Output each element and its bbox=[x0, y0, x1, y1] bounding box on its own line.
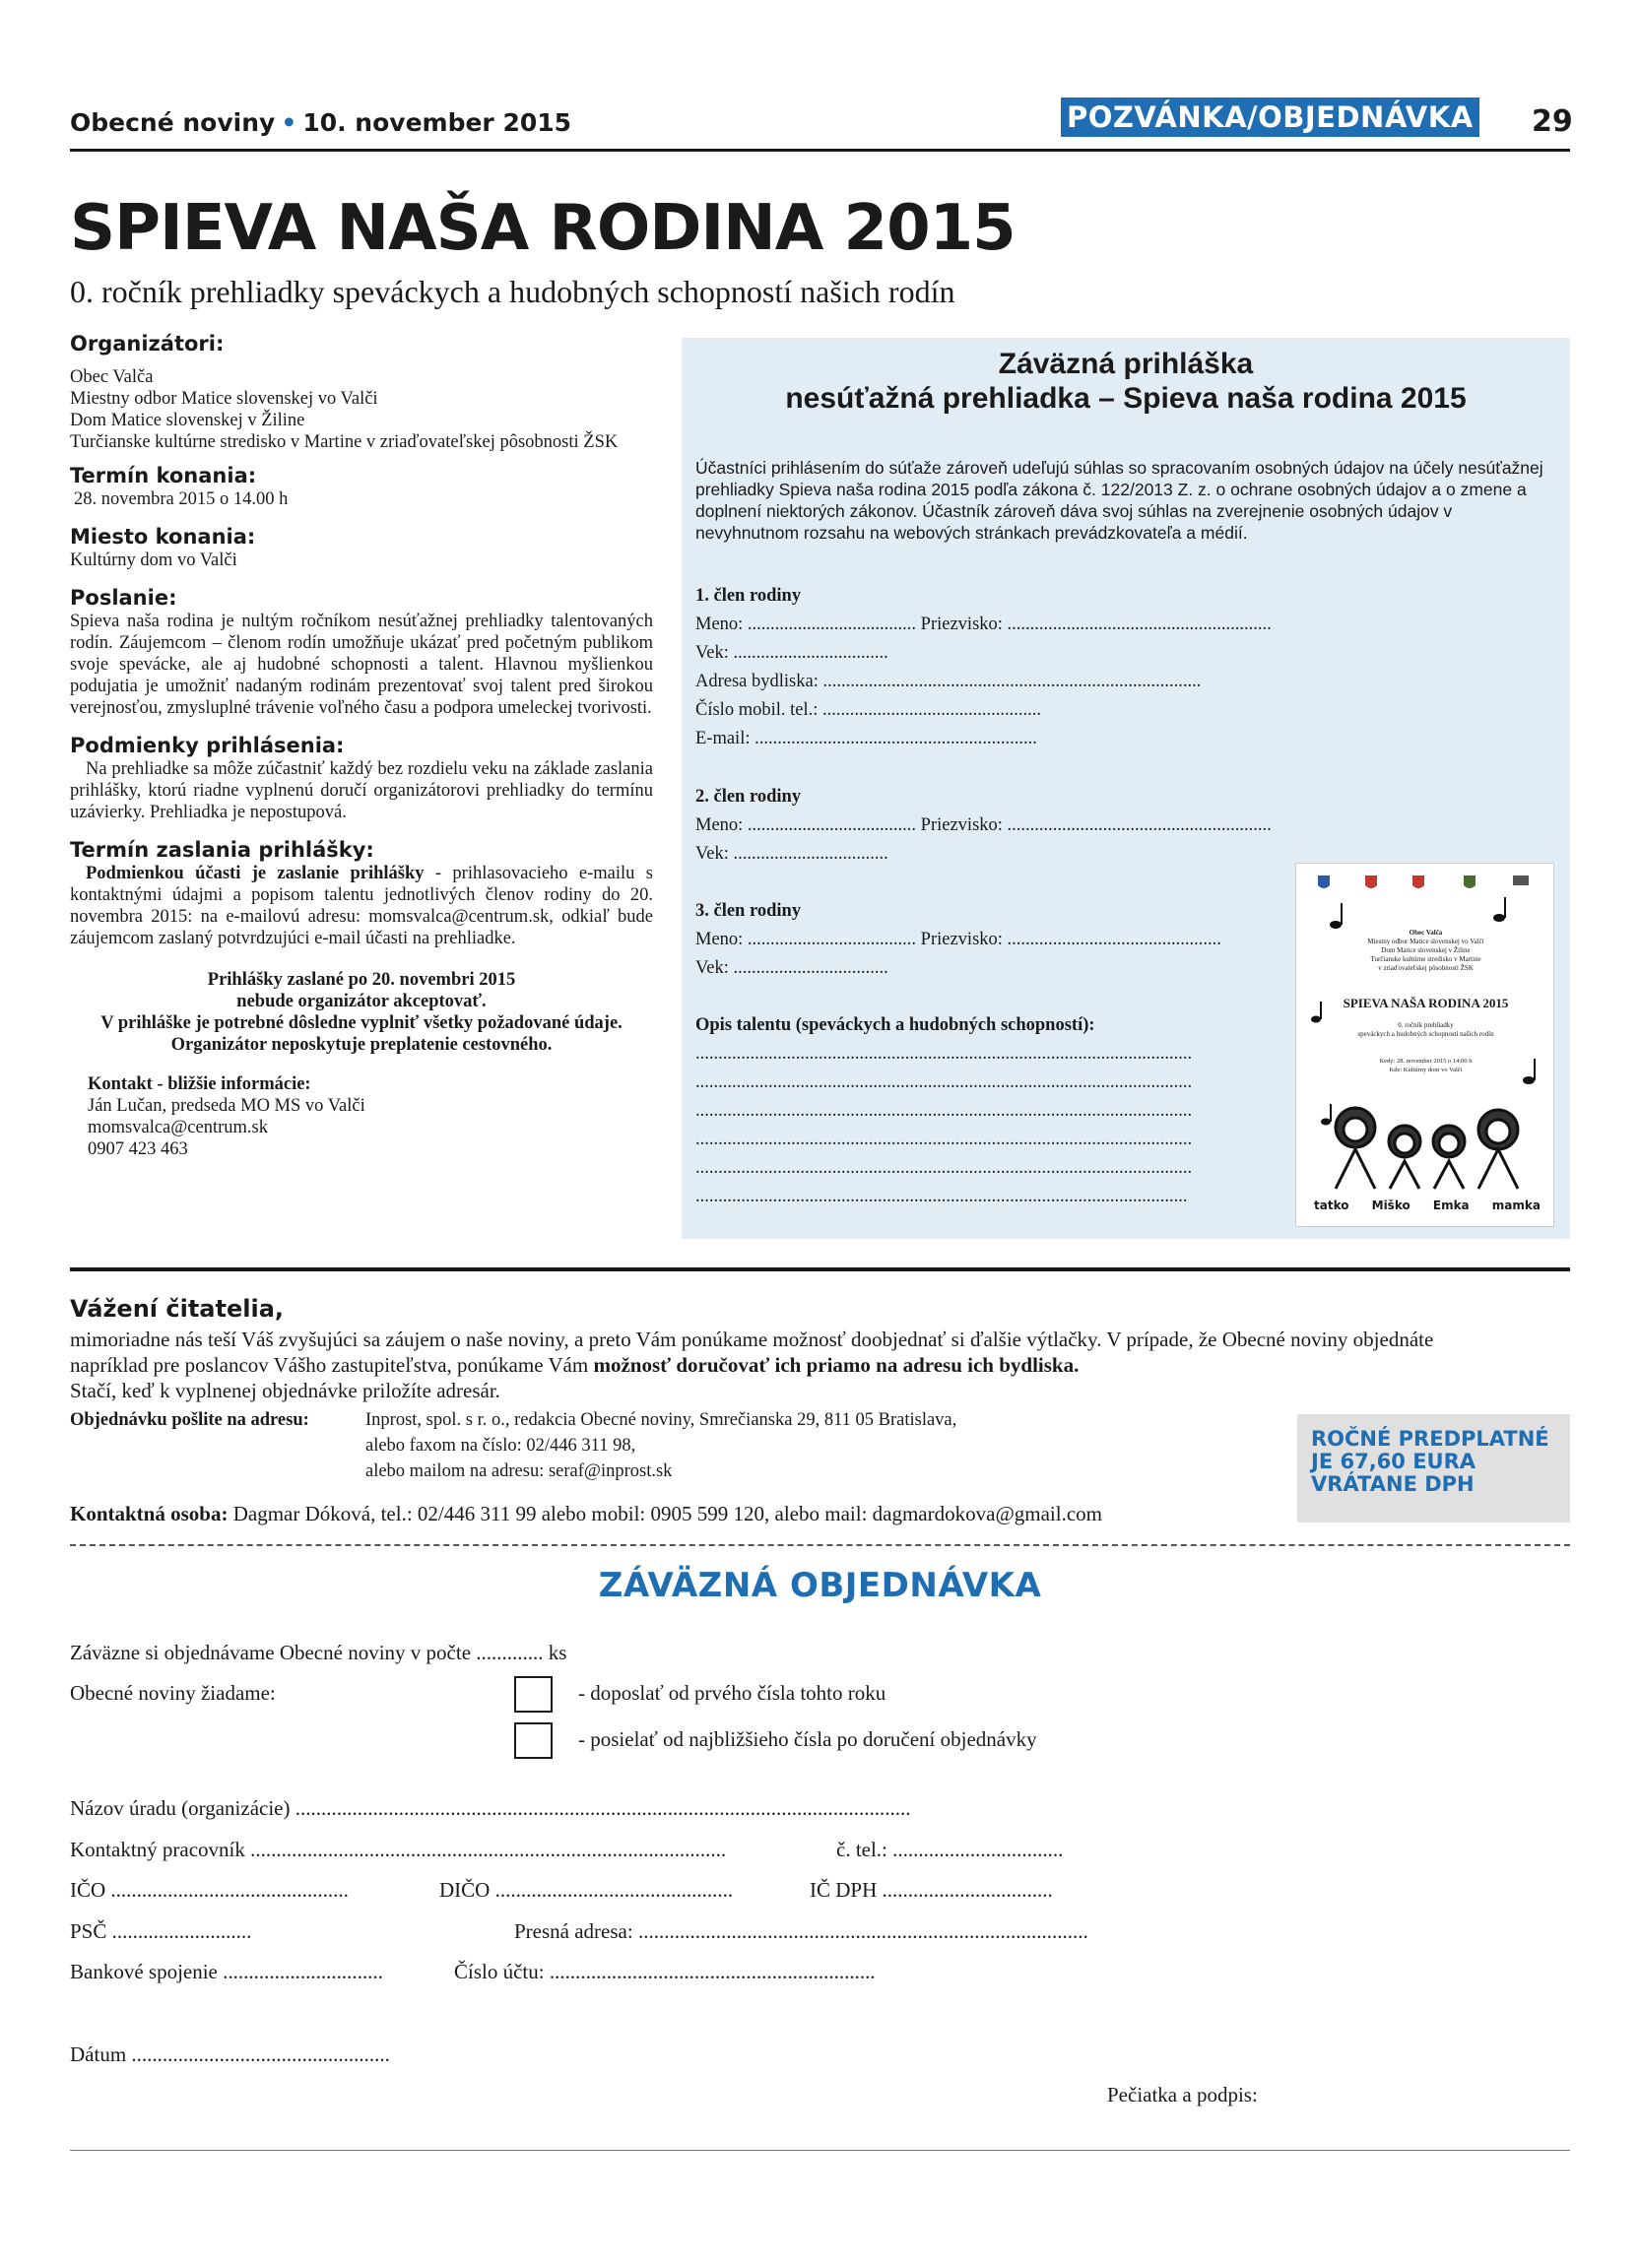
bottom-rule bbox=[70, 2150, 1570, 2151]
ico-field[interactable]: IČO .............................................. bbox=[70, 1878, 349, 1902]
deadline-rest: - prihlasovacieho e-mailu s kontaktnými údajmi a popisom talentu jednotlivých členov rodiny do 20. novembra 2015: na e-mailovú adresu: momsvalca@centrum.sk, odkiaľ bude záujemcom zaslaný potvrdzujúci e-mail účasti na prehliadke. bbox=[70, 864, 653, 948]
article-subtitle: 0. ročník prehliadky speváckych a hudobných schopností našich rodín bbox=[70, 274, 955, 309]
organizers-list bbox=[70, 366, 653, 453]
poster-org-line: v zriaďovateľskej pôsobnosti ŽSK bbox=[1378, 964, 1474, 972]
poster-org-line: Obec Valča bbox=[1409, 929, 1443, 937]
member1-heading: 1. člen rodiny bbox=[695, 586, 802, 606]
member1-name-field[interactable]: Meno: ..................................... Priezvisko: .......................................................... bbox=[695, 615, 1272, 634]
form-title: Záväzná prihláška bbox=[998, 348, 1254, 380]
office-name-field[interactable]: Názov úradu (organizácie) ....................................................................................................................... bbox=[70, 1796, 911, 1820]
poster-org-line: Turčianske kultúrne stredisko v Martine bbox=[1370, 955, 1481, 963]
contact-line: momsvalca@centrum.sk bbox=[88, 1118, 268, 1137]
account-field[interactable]: Číslo účtu: ............................................................... bbox=[454, 1960, 876, 1983]
price-line: ROČNÉ PREDPLATNÉ bbox=[1311, 1427, 1549, 1451]
header-rule bbox=[70, 149, 1570, 152]
member1-age-field[interactable]: Vek: .................................. bbox=[695, 643, 888, 663]
member1-address-field[interactable]: Adresa bydliska: ................................................................................... bbox=[695, 672, 1202, 691]
readers-text-part2: Stačí, keď k vyplnenej objednávke priložíte adresár. bbox=[70, 1379, 500, 1402]
date-text: 28. novembra 2015 o 14.00 h bbox=[74, 489, 289, 509]
poster-name: tatko bbox=[1314, 1199, 1349, 1212]
notice-line: Prihlášky zaslané po 20. novembri 2015 bbox=[207, 970, 516, 990]
organizer-item: Miestny odbor Matice slovenskej vo Valči bbox=[70, 389, 378, 409]
consent-text: Účastníci prihlásením do súťaže zároveň udeľujú súhlas so spracovaním osobných údajov na účely nesúťažnej prehliadky Spieva naša rodina 2015 podľa zákona č. 122/2013 Z. z. o ochrane osobných údajov a o zmene a doplnení niektorých zákonov. Účastník zároveň dáva svoj súhlas na zverejnenie osobných údajov v nevyhnutnom rozsahu na webových stránkach prevádzkovateľa a médií. bbox=[695, 458, 1543, 543]
notice-line: nebude organizátor akceptovať. bbox=[236, 992, 487, 1011]
conditions-heading: Podmienky prihlásenia: bbox=[70, 734, 345, 757]
contact-person-label: Kontaktná osoba: bbox=[70, 1502, 229, 1525]
publication-name: Obecné noviny bbox=[70, 108, 276, 137]
application-form bbox=[682, 338, 1570, 1239]
readers-text-bold: možnosť doručovať ich priamo na adresu ich bydliska. bbox=[593, 1353, 1080, 1377]
section-label: POZVÁNKA/OBJEDNÁVKA bbox=[1061, 97, 1479, 137]
coat-of-arms-icon bbox=[1318, 875, 1529, 888]
mission-heading: Poslanie: bbox=[70, 586, 177, 610]
want-label: Obecné noviny žiadame: bbox=[70, 1681, 276, 1705]
talent-line[interactable]: ............................................................................................................. bbox=[695, 1158, 1193, 1178]
poster-name: Miško bbox=[1371, 1199, 1410, 1212]
readers-heading: Vážení čitatelia, bbox=[70, 1295, 285, 1323]
member3-heading: 3. člen rodiny bbox=[695, 901, 802, 921]
poster-name: mamka bbox=[1491, 1199, 1541, 1212]
talent-line[interactable]: ............................................................................................................ bbox=[695, 1187, 1188, 1206]
separator-dot: • bbox=[281, 108, 297, 137]
icdph-field[interactable]: IČ DPH ................................. bbox=[810, 1878, 1053, 1902]
place-heading: Miesto konania: bbox=[70, 525, 256, 549]
psc-field[interactable]: PSČ ........................... bbox=[70, 1919, 252, 1943]
subscription-price-box bbox=[1297, 1414, 1570, 1523]
deadline-heading: Termín zaslania prihlášky: bbox=[70, 838, 374, 862]
poster-sub-line: 0. ročník prehliadky bbox=[1398, 1021, 1454, 1029]
notice-block bbox=[70, 969, 653, 1056]
poster-title: SPIEVA NAŠA RODINA 2015 bbox=[1343, 996, 1509, 1010]
talent-line[interactable]: ............................................................................................................. bbox=[695, 1072, 1193, 1092]
article-body bbox=[70, 331, 653, 1160]
deadline-text bbox=[70, 863, 653, 949]
issue-date: 10. november 2015 bbox=[302, 108, 572, 137]
price-line: JE 67,60 EURA bbox=[1311, 1450, 1476, 1473]
option1-checkbox[interactable] bbox=[514, 1676, 553, 1713]
quantity-field[interactable]: Záväzne si objednávame Obecné noviny v počte ............. ks bbox=[70, 1641, 567, 1664]
page-number: 29 bbox=[1532, 104, 1573, 139]
option1-label: - doposlať od prvého čísla tohto roku bbox=[578, 1681, 886, 1705]
readers-text bbox=[70, 1327, 1488, 1403]
section-rule bbox=[70, 1267, 1570, 1271]
poster-artwork bbox=[1296, 864, 1555, 1228]
running-header bbox=[70, 108, 571, 137]
stamp-signature-label: Pečiatka a podpis: bbox=[1107, 2083, 1258, 2106]
deadline-bold: Podmienkou účasti je zaslanie prihlášky bbox=[86, 864, 425, 883]
address-field[interactable]: Presná adresa: ....................................................................................... bbox=[514, 1919, 1088, 1943]
notice-line: Organizátor neposkytuje preplatenie cestovného. bbox=[170, 1035, 553, 1055]
contact-heading: Kontakt - bližšie informácie: bbox=[88, 1074, 311, 1094]
option2-checkbox[interactable] bbox=[514, 1722, 553, 1759]
organizer-item: Obec Valča bbox=[70, 367, 154, 387]
member1-email-field[interactable]: E-mail: .............................................................. bbox=[695, 729, 1037, 748]
talent-line[interactable]: ............................................................................................................. bbox=[695, 1044, 1193, 1064]
contact-line: Ján Lučan, predseda MO MS vo Valči bbox=[88, 1096, 365, 1116]
organizer-item: Dom Matice slovenskej v Žiline bbox=[70, 411, 305, 430]
member3-name-field[interactable]: Meno: ..................................... Priezvisko: ............................................... bbox=[695, 930, 1221, 949]
price-line: VRÁTANE DPH bbox=[1311, 1472, 1475, 1496]
cut-line bbox=[70, 1544, 1570, 1546]
talent-line[interactable]: ............................................................................................................. bbox=[695, 1130, 1193, 1149]
article-title: SPIEVA NAŠA RODINA 2015 bbox=[70, 192, 1016, 265]
readers-text-part1: mimoriadne nás teší Váš zvyšujúci sa záujem o naše noviny, a preto Vám ponúkame možnosť doobjednať si ďalšie výtlačky. V prípade, že Obecné noviny objednáte napríklad pre poslancov Vášho zastupiteľstva, ponúkame Vám bbox=[70, 1328, 1434, 1377]
order-title: ZÁVÄZNÁ OBJEDNÁVKA bbox=[598, 1566, 1042, 1605]
contact-worker-field[interactable]: Kontaktný pracovník ............................................................................................ bbox=[70, 1838, 727, 1861]
organizers-heading: Organizátori: bbox=[70, 332, 225, 356]
event-poster bbox=[1295, 863, 1554, 1227]
talent-line[interactable]: ............................................................................................................. bbox=[695, 1101, 1193, 1121]
member1-phone-field[interactable]: Číslo mobil. tel.: ................................................ bbox=[695, 700, 1041, 720]
poster-info-block bbox=[1296, 1057, 1555, 1074]
address-line: Inprost, spol. s r. o., redakcia Obecné noviny, Smrečianska 29, 811 05 Bratislava, bbox=[365, 1410, 957, 1430]
contact-person bbox=[70, 1502, 1102, 1526]
member3-age-field[interactable]: Vek: .................................. bbox=[695, 958, 888, 978]
conditions-text: Na prehliadke sa môže zúčastniť každý bez rozdielu veku na základe zaslania prihlášky, ktorú riadne vyplnenú doručí organizátorovi prehliadky do termínu uzávierky. Prehliadka je nepostupová. bbox=[70, 759, 653, 822]
poster-info-line: Kedy: 28. november 2015 o 14:00 h bbox=[1379, 1058, 1473, 1065]
poster-org-block bbox=[1296, 929, 1555, 973]
poster-org-line: Dom Matice slovenskej v Žiline bbox=[1381, 946, 1471, 954]
option2-label: - posielať od najbližšieho čísla po doručení objednávky bbox=[578, 1727, 1037, 1751]
poster-name: Emka bbox=[1432, 1199, 1470, 1212]
form-subtitle: nesúťažná prehliadka – Spieva naša rodina 2015 bbox=[785, 382, 1467, 415]
mission-text: Spieva naša rodina je nultým ročníkom nesúťažnej prehliadky talentovaných rodín. Záujemcom – členom rodín umožňuje ukázať pred početným publikom svoje spevácke, ale aj hudobné schopnosti a talent. Hlavnou myšlienkou podujatia je umožniť nadaným rodinám prezentovať svoj talent pred širokou verejnosťou, zmysluplné trávenie voľného času a podpora umeleckej tvorivosti. bbox=[70, 612, 653, 718]
address-label: Objednávku pošlite na adresu: bbox=[70, 1410, 309, 1430]
contact-person-text: Dagmar Dóková, tel.: 02/446 311 99 alebo mobil: 0905 599 120, alebo mail: dagmardokova@gmail.com bbox=[228, 1502, 1103, 1525]
phone-field[interactable]: č. tel.: ................................. bbox=[836, 1838, 1064, 1861]
member2-age-field[interactable]: Vek: .................................. bbox=[695, 844, 888, 864]
poster-sub-line: speváckych a hudobných schopností našich rodín bbox=[1357, 1030, 1494, 1038]
poster-info-line: Kde: Kultúrny dom vo Valči bbox=[1389, 1067, 1463, 1073]
organizer-item: Turčianske kultúrne stredisko v Martine v zriaďovateľskej pôsobnosti ŽSK bbox=[70, 432, 619, 452]
contact-block bbox=[70, 1073, 653, 1160]
notice-line: V prihláške je potrebné dôsledne vyplniť všetky požadované údaje. bbox=[100, 1013, 623, 1033]
talent-heading: Opis talentu (speváckych a hudobných schopností): bbox=[695, 1015, 1095, 1035]
date-field[interactable]: Dátum .................................................. bbox=[70, 2042, 390, 2066]
poster-names bbox=[1314, 1199, 1541, 1212]
member2-heading: 2. člen rodiny bbox=[695, 787, 802, 807]
dic-field[interactable]: DIČO .............................................. bbox=[439, 1878, 734, 1902]
bank-field[interactable]: Bankové spojenie ............................... bbox=[70, 1960, 383, 1983]
contact-line: 0907 423 463 bbox=[88, 1139, 188, 1159]
place-text: Kultúrny dom vo Valči bbox=[70, 551, 237, 570]
date-heading: Termín konania: bbox=[70, 464, 257, 487]
family-cartoon bbox=[1336, 1108, 1518, 1189]
address-line: alebo faxom na číslo: 02/446 311 98, bbox=[365, 1436, 636, 1456]
poster-sub-block bbox=[1296, 1021, 1555, 1039]
member2-name-field[interactable]: Meno: ..................................... Priezvisko: .......................................................... bbox=[695, 815, 1272, 835]
poster-org-line: Miestny odbor Matice slovenskej vo Valči bbox=[1367, 938, 1484, 945]
address-line: alebo mailom na adresu: seraf@inprost.sk bbox=[365, 1461, 673, 1481]
